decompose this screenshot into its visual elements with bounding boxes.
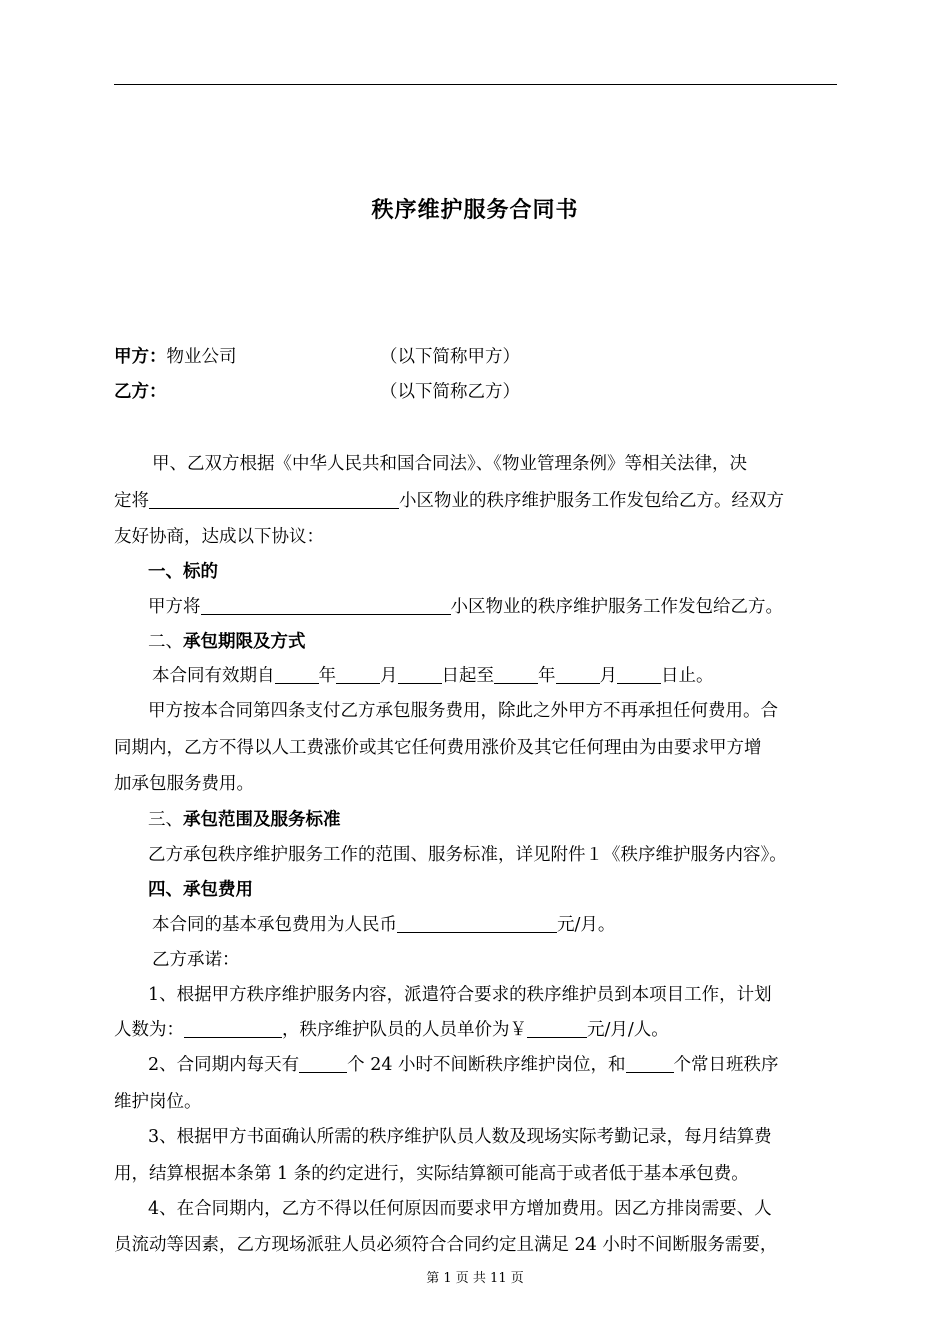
party-b-line — [114, 380, 167, 404]
item-4-line-1: 4、在合同期内，乙方不得以任何原因而要求甲方增加费用。因乙方排岗需要、人 — [148, 1199, 772, 1219]
intro-text: 小区物业的秩序维护服务工作发包给乙方。经双方 — [399, 491, 784, 511]
section-4-heading: 四、承包费用 — [148, 880, 253, 900]
term-text: 本合同有效期自 — [152, 666, 275, 686]
page-footer: 第 1 页 共 11 页 — [426, 1271, 524, 1286]
fee-blank — [397, 914, 557, 933]
post-count-blank — [299, 1054, 347, 1073]
party-a-label: 甲方： — [114, 347, 167, 367]
section-text: 甲方将 — [148, 597, 201, 617]
item-1-line-1: 1、根据甲方秩序维护服务内容，派遣符合要求的秩序维护员到本项目工作，计划 — [148, 985, 772, 1005]
section-2-para-2: 同期内，乙方不得以人工费涨价或其它任何费用涨价及其它任何理由为由要求甲方增 — [114, 738, 762, 758]
section-2-para-1: 甲方按本合同第四条支付乙方承包服务费用，除此之外甲方不再承担任何费用。合 — [148, 701, 778, 721]
month-blank — [556, 665, 600, 684]
community-blank — [201, 596, 451, 615]
section-3-heading — [148, 808, 341, 832]
month-blank — [336, 665, 380, 684]
section-1-heading: 一、标的 — [148, 562, 218, 582]
term-text: 月 — [380, 666, 398, 686]
intro-line-2 — [114, 489, 784, 513]
item-3-line-1: 3、根据甲方书面确认所需的秩序维护队员人数及现场实际考勤记录，每月结算费 — [148, 1127, 772, 1147]
year-blank — [494, 665, 538, 684]
intro-text: 定将 — [114, 491, 149, 511]
section-text: 小区物业的秩序维护服务工作发包给乙方。 — [450, 597, 783, 617]
term-text: 月 — [599, 666, 617, 686]
fee-text: 本合同的基本承包费用为人民币 — [152, 915, 397, 935]
unit-price-blank — [527, 1019, 587, 1038]
heading-text: 承包期限及方式 — [183, 632, 306, 652]
item-1-line-2 — [114, 1018, 669, 1042]
term-text: 年 — [538, 666, 556, 686]
section-2-term — [152, 664, 714, 688]
term-text: 日起至 — [441, 666, 494, 686]
party-a-line — [114, 345, 237, 369]
section-2-heading — [148, 630, 306, 654]
item-text: 元/月/人。 — [587, 1020, 669, 1040]
section-4-promise: 乙方承诺： — [152, 950, 240, 970]
item-2-line-2: 维护岗位。 — [114, 1092, 202, 1112]
section-4-fee — [152, 913, 615, 937]
day-blank — [398, 665, 442, 684]
item-text: 人数为： — [114, 1020, 184, 1040]
item-text: ，秩序维护队员的人员单价为￥ — [282, 1020, 527, 1040]
headcount-blank — [184, 1019, 282, 1038]
day-blank — [617, 665, 661, 684]
document-title: 秩序维护服务合同书 — [371, 197, 579, 223]
term-text: 日止。 — [661, 666, 714, 686]
intro-line-1: 甲、乙双方根据《中华人民共和国合同法》、《物业管理条例》等相关法律，决 — [152, 454, 747, 474]
day-post-count-blank — [626, 1054, 674, 1073]
fee-text: 元/月。 — [557, 915, 616, 935]
party-b-label: 乙方： — [114, 382, 167, 402]
item-text: 个 24 小时不间断秩序维护岗位，和 — [347, 1055, 626, 1075]
section-3-text: 乙方承包秩序维护服务工作的范围、服务标准，详见附件１《秩序维护服务内容》。 — [148, 845, 787, 865]
item-4-line-2: 员流动等因素，乙方现场派驻人员必须符合合同约定且满足 24 小时不间断服务需要， — [114, 1235, 778, 1255]
community-blank — [149, 490, 399, 509]
intro-line-3: 友好协商，达成以下协议： — [114, 527, 324, 547]
heading-text: 承包范围及服务标准 — [183, 810, 341, 830]
year-blank — [275, 665, 319, 684]
item-3-line-2: 用，结算根据本条第 1 条的约定进行，实际结算额可能高于或者低于基本承包费。 — [114, 1164, 749, 1184]
header-rule — [114, 84, 837, 85]
section-2-para-3: 加承包服务费用。 — [114, 774, 254, 794]
party-b-note: （以下简称乙方） — [380, 382, 520, 402]
party-a-note: （以下简称甲方） — [380, 347, 520, 367]
section-1-text — [148, 595, 783, 619]
party-a-name: 物业公司 — [166, 347, 237, 367]
item-text: 2、合同期内每天有 — [148, 1055, 300, 1075]
item-text: 个常日班秩序 — [673, 1055, 779, 1075]
heading-prefix: 三、 — [148, 810, 183, 830]
term-text: 年 — [318, 666, 336, 686]
heading-prefix: 二、 — [148, 632, 183, 652]
item-2-line-1 — [148, 1053, 779, 1077]
